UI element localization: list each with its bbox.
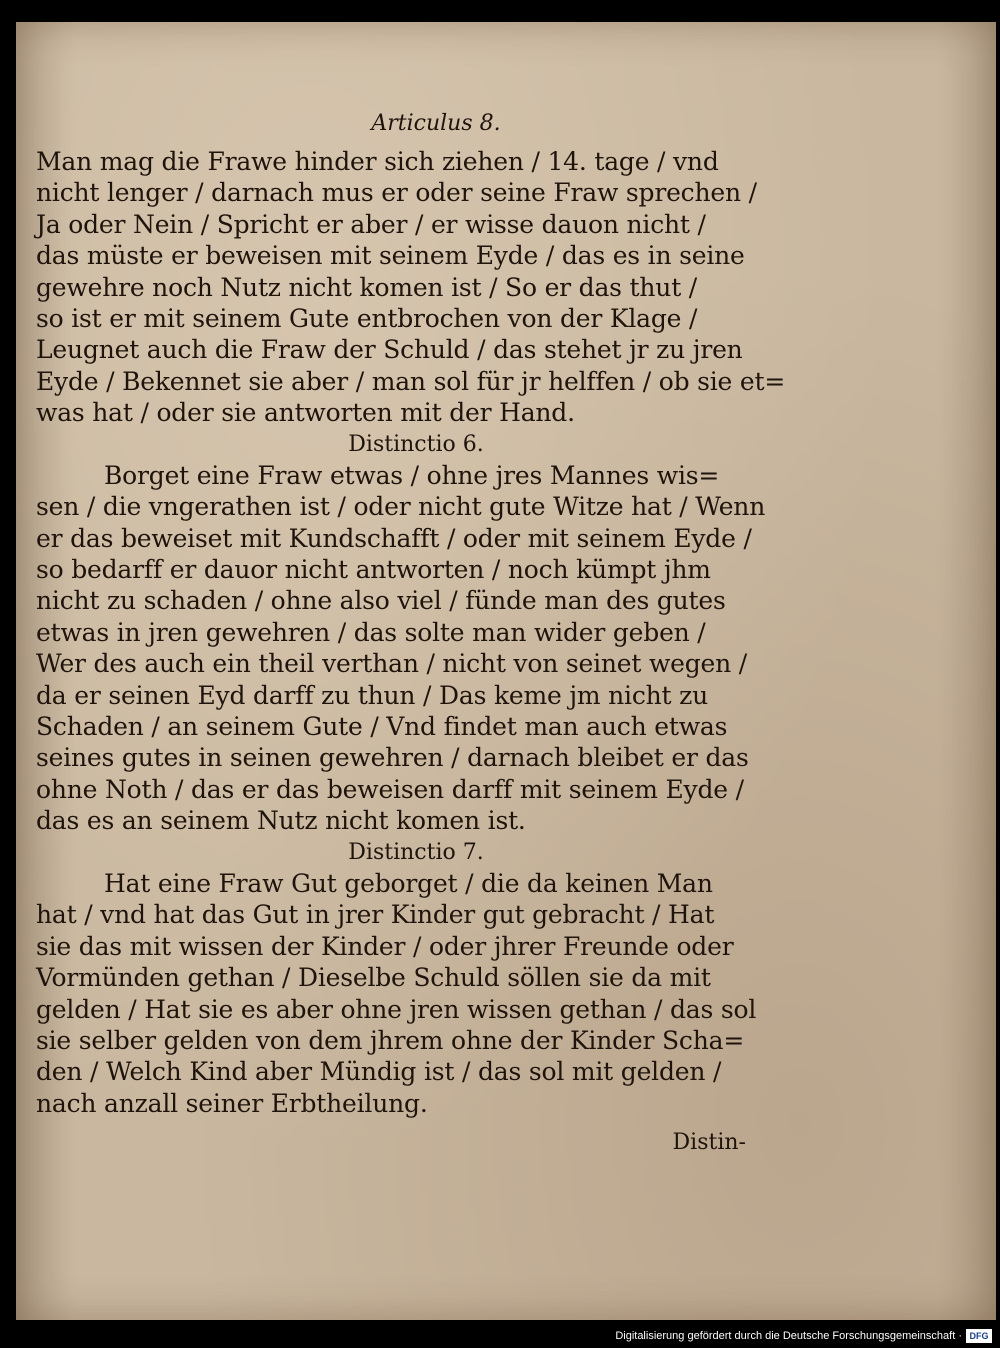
catchword: Distin-	[672, 1130, 746, 1155]
scanned-page	[16, 22, 996, 1320]
text-line: etwas in jren gewehren / das solte man wider geben /	[36, 617, 706, 647]
text-line: sie das mit wissen der Kinder / oder jhrer Freunde oder	[36, 931, 734, 961]
text-line: nach anzall seiner Erbtheilung.	[36, 1088, 428, 1118]
text-line: den / Welch Kind aber Mündig ist / das sol mit gelden /	[36, 1057, 722, 1087]
running-header: Articulus 8.	[371, 111, 501, 136]
section-heading-distinctio-6: Distinctio 6.	[348, 431, 484, 457]
text-line: Ja oder Nein / Spricht er aber / er wisse dauon nicht /	[36, 209, 706, 239]
text-line: Hat eine Fraw Gut geborget / die da keinen Man	[104, 868, 713, 898]
text-line: Borget eine Fraw etwas / ohne jres Mannes wis=	[104, 460, 720, 490]
section-heading-distinctio-7: Distinctio 7.	[348, 839, 484, 865]
text-line: so ist er mit seinem Gute entbrochen von der Klage /	[36, 303, 698, 333]
funding-credit: Digitalisierung gefördert durch die Deutsche Forschungsgemeinschaft ·	[615, 1330, 962, 1342]
text-line: Leugnet auch die Fraw der Schuld / das stehet jr zu jren	[36, 335, 743, 365]
text-line: Schaden / an seinem Gute / Vnd findet man auch etwas	[36, 712, 728, 742]
paragraph-3	[36, 868, 776, 1119]
paragraph-1	[36, 146, 786, 429]
text-line: was hat / oder sie antworten mit der Hand.	[36, 398, 575, 428]
text-line: nicht zu schaden / ohne also viel / fünde man des gutes	[36, 586, 726, 616]
text-line: ohne Noth / das er das beweisen darff mit seinem Eyde /	[36, 774, 744, 804]
text-line: sie selber gelden von dem jhrem ohne der Kinder Scha=	[36, 1025, 745, 1055]
page-text	[36, 102, 786, 1119]
paragraph-2	[36, 460, 776, 837]
text-line: Wer des auch ein theil verthan / nicht von seinet wegen /	[36, 649, 748, 679]
text-line: gelden / Hat sie es aber ohne jren wissen gethan / das sol	[36, 994, 757, 1024]
dfg-logo-icon: DFG	[966, 1329, 992, 1343]
text-line: Man mag die Frawe hinder sich ziehen / 14. tage / vnd	[36, 147, 719, 176]
text-line: das es an seinem Nutz nicht komen ist.	[36, 806, 526, 836]
text-line: nicht lenger / darnach mus er oder seine Fraw sprechen /	[36, 178, 757, 208]
text-line: da er seinen Eyd darff zu thun / Das keme jm nicht zu	[36, 680, 709, 710]
text-line: das müste er beweisen mit seinem Eyde / das es in seine	[36, 241, 745, 271]
text-line: Eyde / Bekennet sie aber / man sol für jr helffen / ob sie et=	[36, 366, 786, 396]
text-line: hat / vnd hat das Gut in jrer Kinder gut gebracht / Hat	[36, 900, 715, 930]
text-line: gewehre noch Nutz nicht komen ist / So er das thut /	[36, 272, 698, 302]
text-line: er das beweiset mit Kundschafft / oder mit seinem Eyde /	[36, 523, 752, 553]
text-line: so bedarff er dauor nicht antworten / noch kümpt jhm	[36, 555, 711, 585]
text-line: seines gutes in seinen gewehren / darnach bleibet er das	[36, 743, 749, 773]
text-line: Vormünden gethan / Dieselbe Schuld söllen sie da mit	[36, 963, 711, 993]
text-line: sen / die vngerathen ist / oder nicht gute Witze hat / Wenn	[36, 492, 766, 522]
footer-bar	[0, 1322, 1000, 1348]
